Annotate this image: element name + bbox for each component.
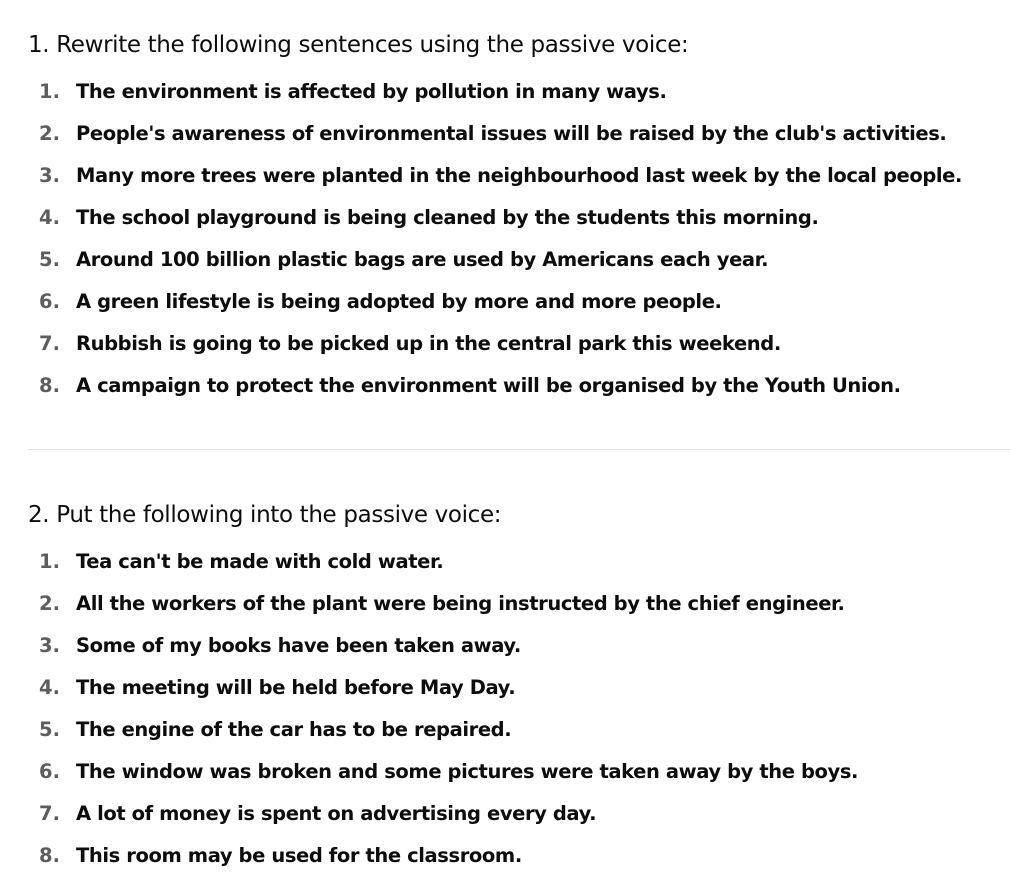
item-text: Around 100 billion plastic bags are used by Americans each year. — [76, 248, 769, 271]
item-number: 5. — [39, 718, 60, 741]
item-number: 7. — [39, 332, 60, 355]
item-text: The environment is affected by pollution in many ways. — [76, 80, 667, 103]
item-text: Tea can't be made with cold water. — [76, 550, 444, 573]
item-number: 6. — [39, 760, 60, 783]
item-text: Rubbish is going to be picked up in the central park this weekend. — [76, 332, 781, 355]
section-divider — [28, 449, 1010, 450]
item-number: 4. — [39, 676, 60, 699]
item-text: The meeting will be held before May Day. — [76, 676, 516, 699]
item-number: 2. — [39, 592, 60, 615]
section-2-title: 2. Put the following into the passive voice: — [28, 502, 502, 528]
section-1-title: 1. Rewrite the following sentences using the passive voice: — [28, 32, 689, 58]
item-text: The window was broken and some pictures were taken away by the boys. — [76, 760, 859, 783]
item-number: 1. — [39, 80, 60, 103]
item-number: 5. — [39, 248, 60, 271]
item-number: 3. — [39, 634, 60, 657]
item-text: People's awareness of environmental issues will be raised by the club's activities. — [76, 122, 947, 145]
item-text: The engine of the car has to be repaired. — [76, 718, 512, 741]
item-text: All the workers of the plant were being instructed by the chief engineer. — [76, 592, 845, 615]
item-number: 3. — [39, 164, 60, 187]
item-text: A campaign to protect the environment will be organised by the Youth Union. — [76, 374, 901, 397]
item-number: 4. — [39, 206, 60, 229]
item-text: Some of my books have been taken away. — [76, 634, 521, 657]
item-number: 6. — [39, 290, 60, 313]
item-number: 2. — [39, 122, 60, 145]
item-text: A green lifestyle is being adopted by more and more people. — [76, 290, 722, 313]
item-number: 8. — [39, 844, 60, 867]
item-text: This room may be used for the classroom. — [76, 844, 522, 867]
item-text: A lot of money is spent on advertising every day. — [76, 802, 597, 825]
item-text: Many more trees were planted in the neighbourhood last week by the local people. — [76, 164, 962, 187]
item-text: The school playground is being cleaned by the students this morning. — [76, 206, 819, 229]
item-number: 7. — [39, 802, 60, 825]
item-number: 1. — [39, 550, 60, 573]
item-number: 8. — [39, 374, 60, 397]
